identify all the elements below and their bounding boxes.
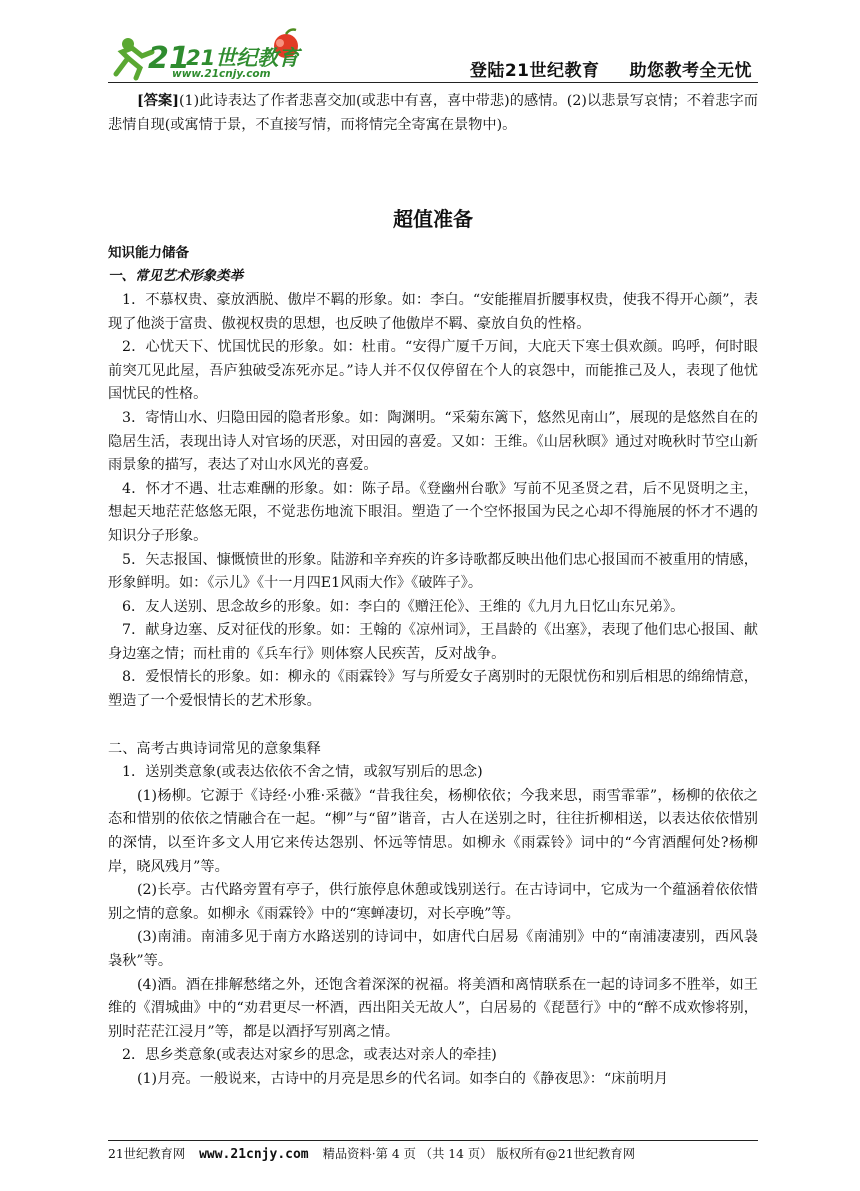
part1-item-6: 6．友人送别、思念故乡的形象。如：李白的《赠汪伦》、王维的《九月九日忆山东兄弟》。 [122, 598, 685, 615]
slogan-right: 助您教考全无忧 [629, 61, 752, 81]
document-body [108, 90, 758, 1092]
footer-url-link[interactable]: www.21cnjy.com [199, 1147, 309, 1162]
answer-tag: [答案] [137, 93, 180, 109]
part1-item-8: 8．爱恨情长的形象。如：柳永的《雨霖铃》写与所爱女子离别时的无限忧伤和别后相思的绵绵情意，塑造了一个爱恨情长的艺术形象。 [108, 669, 758, 710]
part2-cat2-item-1: (1)月亮。一般说来，古诗中的月亮是思乡的代名词。如李白的《静夜思》：“床前明月 [137, 1070, 669, 1087]
part1-item-2: 2．心忧天下、忧国忧民的形象。如：杜甫。“安得广厦千万间，大庇天下寒士俱欢颜。呜呼，何时眼前突兀见此屋，吾庐独破受冻死亦足。”诗人并不仅仅停留在个人的哀怨中，而能推己及人，表现了他忧国忧民的性格。 [108, 339, 758, 403]
section-title: 超值准备 [393, 207, 473, 232]
part2-cat1-item-2: (2)长亭。古代路旁置有亭子，供行旅停息休憩或饯别送行。在古诗词中，它成为一个蕴涵着依依惜别之情的意象。如柳永《雨霖铃》中的“寒蝉凄切，对长亭晚”等。 [108, 882, 758, 922]
part2-cat1-item-4: (4)酒。酒在排解愁绪之外，还饱含着深深的祝福。将美酒和离情联系在一起的诗词多不胜举，如王维的《渭城曲》中的“劝君更尽一杯酒，西出阳关无故人”，白居易的《琵琶行》中的“醉不成欢惨将别，别时茫茫江浸月”等，都是以酒抒写别离之情。 [108, 976, 758, 1040]
footer-copyright: 版权所有@21世纪教育网 [496, 1147, 636, 1161]
part2-cat1-item-3: (3)南浦。南浦多见于南方水路送别的诗词中，如唐代白居易《南浦别》中的“南浦凄凄别，西风袅袅秋”等。 [108, 929, 758, 969]
part2-heading: 二、高考古典诗词常见的意象集释 [108, 740, 321, 757]
part1-item-1: 1．不慕权贵、豪放洒脱、傲岸不羁的形象。如：李白。“安能摧眉折腰事权贵，使我不得开心颜”，表现了他淡于富贵、傲视权贵的思想，也反映了他傲岸不羁、豪放自负的性格。 [108, 291, 758, 332]
footer-divider [108, 1140, 758, 1141]
svg-text:21: 21 [148, 41, 190, 76]
slogan-left: 登陆21世纪教育 [469, 61, 600, 81]
part1-item-4: 4．怀才不遇、壮志难酬的形象。如：陈子昂。《登幽州台歌》写前不见圣贤之君，后不见贤明之主，想起天地茫茫悠悠无限，不觉悲伤地流下眼泪。塑造了一个空怀报国为民之心却不得施展的怀才不遇的知识分子形象。 [108, 480, 758, 544]
footer-site: 21世纪教育网 [108, 1147, 186, 1161]
subheading-knowledge: 知识能力储备 [108, 244, 189, 261]
part2-category-2: 2．思乡类意象(或表达对家乡的思念，或表达对亲人的牵挂) [122, 1047, 497, 1064]
part1-item-3: 3．寄情山水、归隐田园的隐者形象。如：陶渊明。“采菊东篱下，悠然见南山”，展现的是悠然自在的隐居生活，表现出诗人对官场的厌恶，对田园的喜爱。又如：王维。《山居秋暝》通过对晚秋时节空山新雨景象的描写，表达了对山水风光的喜爱。 [108, 409, 758, 474]
site-logo[interactable] [108, 28, 318, 84]
part1-item-5: 5．矢志报国、慷慨愤世的形象。陆游和辛弃疾的许多诗歌都反映出他们忠心报国而不被重用的情感，形象鲜明。如：《示儿》《十一月四E1风雨大作》《破阵子》。 [108, 551, 758, 592]
part1-heading: 一、常见艺术形象类举 [108, 268, 243, 285]
header-divider [108, 82, 758, 83]
answer-text: (1)此诗表达了作者悲喜交加(或悲中有喜，喜中带悲)的感情。(2)以悲景写哀情；不着悲字而悲情自现(或寓情于景，不直接写情，而将情完全寄寓在景物中)。 [108, 93, 758, 133]
part1-item-7: 7．献身边塞、反对征伐的形象。如：王翰的《凉州词》，王昌龄的《出塞》，表现了他们忠心报国、献身边塞之情；而杜甫的《兵车行》则体察人民疾苦，反对战争。 [108, 622, 758, 662]
answer-paragraph [108, 90, 758, 137]
footer-page-info: 精品资料·第 4 页 （共 14 页） [322, 1147, 493, 1161]
page-footer [108, 1144, 768, 1162]
page-header [108, 28, 758, 84]
part2-category-1: 1．送别类意象(或表达依依不舍之情，或叙写别后的思念) [122, 764, 483, 781]
part2-cat1-item-1: (1)杨柳。它源于《诗经·小雅·采薇》“昔我往矣，杨柳依依；今我来思，雨雪霏霏”，杨柳的依依之态和惜别的依依之情融合在一起。“柳”与“留”谐音，古人在送别之时，往往折柳相送，以表达依依惜别的深情，以至许多文人用它来传达怨别、怀远等情思。如柳永《雨霖铃》词中的“今宵酒醒何处?杨柳岸，晓风残月”等。 [108, 787, 758, 875]
header-slogan [470, 56, 752, 81]
logo-text: 21世纪教育 [186, 46, 300, 70]
logo-url: www.21cnjy.com [172, 68, 271, 80]
